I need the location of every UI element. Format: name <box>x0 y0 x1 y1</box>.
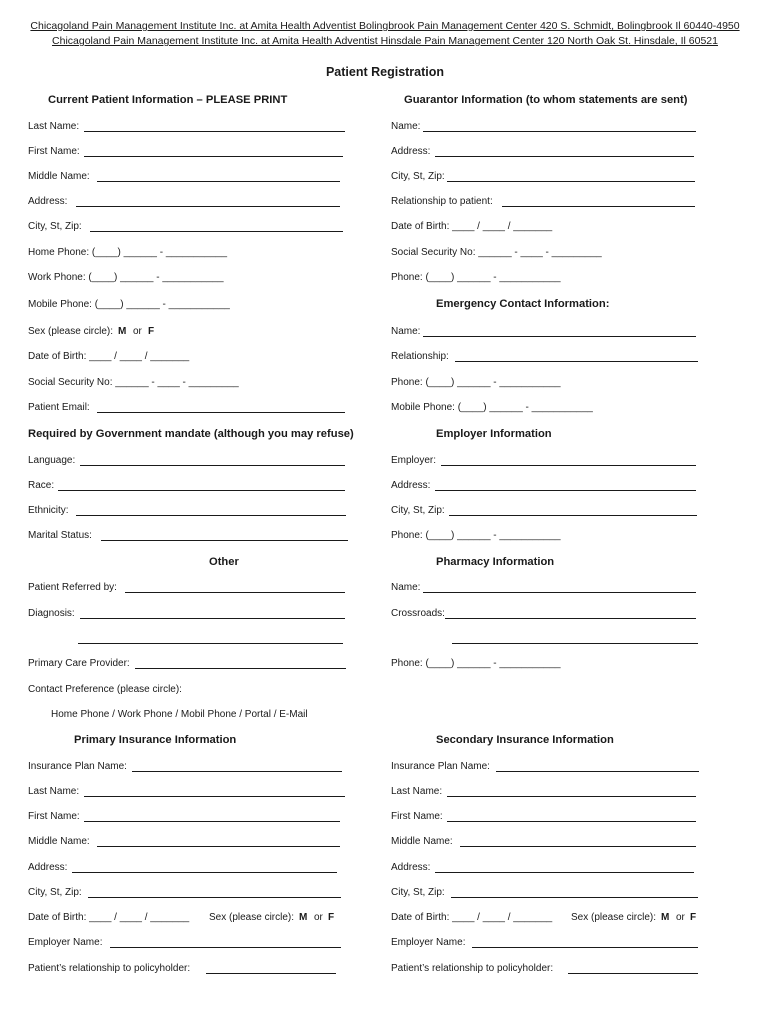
mobile-phone-field[interactable]: Mobile Phone: (____) ______ - ___________ <box>28 299 230 310</box>
language-label: Language: <box>28 455 76 466</box>
last-name-field[interactable] <box>84 131 345 132</box>
current-patient-heading: Current Patient Information – PLEASE PRINT <box>48 94 288 106</box>
emergency-contact-heading: Emergency Contact Information: <box>436 298 610 310</box>
guarantor-relationship-label: Relationship to patient: <box>391 196 493 207</box>
primary-plan-label: Insurance Plan Name: <box>28 761 127 772</box>
secondary-middle-name-field[interactable] <box>460 846 696 847</box>
address-label: Address: <box>28 196 68 207</box>
address-field[interactable] <box>76 206 340 207</box>
diagnosis-field[interactable] <box>80 618 345 619</box>
secondary-sex-option-m[interactable]: M <box>661 912 670 923</box>
emergency-name-field[interactable] <box>423 336 696 337</box>
primary-employer-label: Employer Name: <box>28 937 103 948</box>
secondary-address-field[interactable] <box>435 872 694 873</box>
guarantor-name-field[interactable] <box>423 131 696 132</box>
marital-status-field[interactable] <box>101 540 348 541</box>
primary-insurance-heading: Primary Insurance Information <box>74 734 237 746</box>
primary-relationship-field[interactable] <box>206 973 336 974</box>
secondary-first-name-field[interactable] <box>447 821 696 822</box>
guarantor-address-field[interactable] <box>435 156 694 157</box>
employer-address-label: Address: <box>391 480 431 491</box>
page-title: Patient Registration <box>325 65 445 79</box>
ssn-field[interactable]: Social Security No: ______ - ____ - _________ <box>28 377 239 388</box>
pharmacy-phone-field[interactable]: Phone: (____) ______ - ___________ <box>391 658 561 669</box>
header-address-bolingbrook: Chicagoland Pain Management Institute Inc. at Amita Health Adventist Bolingbrook Pain Management Center 420 S. Schmidt, Bolingbrook Il 60440-4950 <box>30 20 740 32</box>
guarantor-relationship-field[interactable] <box>502 206 695 207</box>
primary-employer-field[interactable] <box>110 947 341 948</box>
primary-middle-name-field[interactable] <box>97 846 340 847</box>
city-state-zip-label: City, St, Zip: <box>28 221 82 232</box>
primary-sex-option-f[interactable]: F <box>328 912 335 923</box>
pharmacy-crossroads-field[interactable] <box>445 618 696 619</box>
guarantor-name-label: Name: <box>391 121 421 132</box>
primary-city-field[interactable] <box>88 897 341 898</box>
home-phone-field[interactable]: Home Phone: (____) ______ - ___________ <box>28 247 228 258</box>
guarantor-heading: Guarantor Information (to whom statements are sent) <box>404 94 688 106</box>
secondary-dob-field[interactable]: Date of Birth: ____ / ____ / _______ <box>391 912 553 923</box>
primary-plan-field[interactable] <box>132 771 342 772</box>
secondary-plan-field[interactable] <box>496 771 699 772</box>
marital-status-label: Marital Status: <box>28 530 92 541</box>
language-field[interactable] <box>80 465 345 466</box>
primary-city-label: City, St, Zip: <box>28 887 82 898</box>
employer-city-field[interactable] <box>449 515 697 516</box>
secondary-address-label: Address: <box>391 862 431 873</box>
secondary-city-field[interactable] <box>451 897 698 898</box>
emergency-mobile-field[interactable]: Mobile Phone: (____) ______ - ___________ <box>391 402 593 413</box>
guarantor-city-label: City, St, Zip: <box>391 171 445 182</box>
guarantor-city-field[interactable] <box>447 181 695 182</box>
secondary-insurance-heading: Secondary Insurance Information <box>436 734 614 746</box>
secondary-employer-label: Employer Name: <box>391 937 466 948</box>
secondary-last-name-label: Last Name: <box>391 786 443 797</box>
secondary-first-name-label: First Name: <box>391 811 443 822</box>
contact-preference-options[interactable]: Home Phone / Work Phone / Mobil Phone / Portal / E-Mail <box>51 709 308 720</box>
pharmacy-name-field[interactable] <box>423 592 696 593</box>
employer-heading: Employer Information <box>436 428 552 440</box>
primary-last-name-field[interactable] <box>84 796 345 797</box>
pharmacy-name-label: Name: <box>391 582 421 593</box>
header-address-hinsdale: Chicagoland Pain Management Institute Inc. at Amita Health Adventist Hinsdale Pain Management Center 120 North Oak St. Hinsdale, Il 60521 <box>52 35 718 47</box>
emergency-name-label: Name: <box>391 326 421 337</box>
secondary-last-name-field[interactable] <box>447 796 696 797</box>
sex-label: Sex (please circle): <box>28 326 114 337</box>
primary-sex-option-m[interactable]: M <box>299 912 308 923</box>
employer-address-field[interactable] <box>435 490 696 491</box>
employer-label: Employer: <box>391 455 437 466</box>
primary-relationship-label: Patient’s relationship to policyholder: <box>28 963 191 974</box>
diagnosis-label: Diagnosis: <box>28 608 75 619</box>
employer-city-label: City, St, Zip: <box>391 505 445 516</box>
diagnosis-field-line-2[interactable] <box>78 643 343 644</box>
emergency-relationship-field[interactable] <box>455 361 698 362</box>
employer-phone-field[interactable]: Phone: (____) ______ - ___________ <box>391 530 561 541</box>
referred-by-label: Patient Referred by: <box>28 582 117 593</box>
city-state-zip-field[interactable] <box>90 231 343 232</box>
middle-name-field[interactable] <box>97 181 340 182</box>
contact-preference-label: Contact Preference (please circle): <box>28 684 182 695</box>
sex-option-m[interactable]: M <box>118 326 127 337</box>
last-name-label: Last Name: <box>28 121 80 132</box>
guarantor-ssn-field[interactable]: Social Security No: ______ - ____ - _________ <box>391 247 602 258</box>
patient-email-label: Patient Email: <box>28 402 90 413</box>
other-heading: Other <box>209 556 239 568</box>
pharmacy-heading: Pharmacy Information <box>436 556 555 568</box>
emergency-relationship-label: Relationship: <box>391 351 449 362</box>
race-field[interactable] <box>58 490 345 491</box>
race-label: Race: <box>28 480 55 491</box>
primary-last-name-label: Last Name: <box>28 786 80 797</box>
government-heading: Required by Government mandate (although you may refuse) <box>28 428 354 440</box>
primary-address-label: Address: <box>28 862 68 873</box>
first-name-label: First Name: <box>28 146 80 157</box>
first-name-field[interactable] <box>84 156 343 157</box>
referred-by-field[interactable] <box>125 592 345 593</box>
guarantor-phone-field[interactable]: Phone: (____) ______ - ___________ <box>391 272 561 283</box>
secondary-relationship-field[interactable] <box>568 973 698 974</box>
secondary-sex-option-f[interactable]: F <box>690 912 697 923</box>
primary-first-name-label: First Name: <box>28 811 80 822</box>
ethnicity-label: Ethnicity: <box>28 505 69 516</box>
sex-or-text: or <box>133 326 142 337</box>
primary-care-provider-field[interactable] <box>135 668 346 669</box>
secondary-sex-label: Sex (please circle): <box>571 912 657 923</box>
secondary-plan-label: Insurance Plan Name: <box>391 761 490 772</box>
primary-sex-or-text: or <box>314 912 323 923</box>
primary-middle-name-label: Middle Name: <box>28 836 90 847</box>
pharmacy-crossroads-label: Crossroads: <box>391 608 445 619</box>
secondary-relationship-label: Patient’s relationship to policyholder: <box>391 963 554 974</box>
primary-dob-field[interactable]: Date of Birth: ____ / ____ / _______ <box>28 912 190 923</box>
date-of-birth-field[interactable]: Date of Birth: ____ / ____ / _______ <box>28 351 190 362</box>
secondary-middle-name-label: Middle Name: <box>391 836 453 847</box>
emergency-phone-field[interactable]: Phone: (____) ______ - ___________ <box>391 377 561 388</box>
guarantor-address-label: Address: <box>391 146 431 157</box>
secondary-sex-or-text: or <box>676 912 685 923</box>
ethnicity-field[interactable] <box>76 515 346 516</box>
primary-sex-label: Sex (please circle): <box>209 912 295 923</box>
guarantor-dob-field[interactable]: Date of Birth: ____ / ____ / _______ <box>391 221 553 232</box>
work-phone-field[interactable]: Work Phone: (____) ______ - ___________ <box>28 272 224 283</box>
sex-option-f[interactable]: F <box>148 326 155 337</box>
primary-care-provider-label: Primary Care Provider: <box>28 658 130 669</box>
primary-address-field[interactable] <box>72 872 337 873</box>
secondary-employer-field[interactable] <box>472 947 698 948</box>
middle-name-label: Middle Name: <box>28 171 90 182</box>
primary-first-name-field[interactable] <box>84 821 340 822</box>
employer-field[interactable] <box>441 465 696 466</box>
patient-email-field[interactable] <box>97 412 345 413</box>
pharmacy-crossroads-field-line-2[interactable] <box>452 643 698 644</box>
secondary-city-label: City, St, Zip: <box>391 887 445 898</box>
